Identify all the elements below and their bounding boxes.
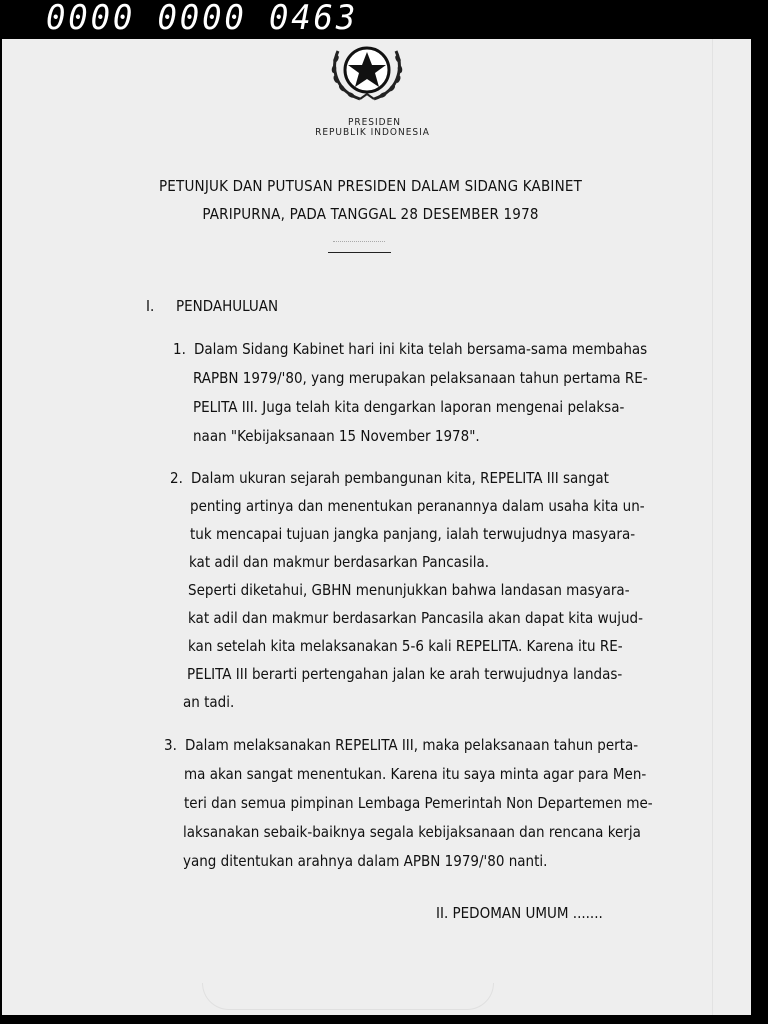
title-dotted-divider <box>333 241 385 242</box>
paragraph-line: teri dan semua pimpinan Lembaga Pemerintah Non Departemen me- <box>184 794 653 812</box>
section-number: I. <box>146 297 155 315</box>
paragraph-line: Dalam ukuran sejarah pembangunan kita, REPELITA III sangat <box>191 469 609 487</box>
section-title: PENDAHULUAN <box>176 297 279 315</box>
paragraph-line: Seperti diketahui, GBHN menunjukkan bahwa landasan masyara- <box>188 581 630 599</box>
document-page <box>2 39 751 1015</box>
list-item-number: 1. <box>173 340 186 358</box>
paragraph-line: RAPBN 1979/'80, yang merupakan pelaksanaan tahun pertama RE- <box>193 369 648 387</box>
paragraph-line: tuk mencapai tujuan jangka panjang, ialah terwujudnya masyara- <box>190 525 636 543</box>
document-title-line-1: PETUNJUK DAN PUTUSAN PRESIDEN DALAM SIDANG KABINET <box>158 177 583 195</box>
paragraph-line: Dalam Sidang Kabinet hari ini kita telah bersama-sama membahas <box>194 340 648 358</box>
paragraph-line: PELITA III. Juga telah kita dengarkan laporan mengenai pelaksa- <box>193 398 625 416</box>
paragraph-line: ma akan sangat menentukan. Karena itu saya minta agar para Men- <box>184 765 647 783</box>
section-heading <box>146 297 278 315</box>
paragraph-line: yang ditentukan arahnya dalam APBN 1979/'80 nanti. <box>183 852 548 870</box>
paragraph-line: an tadi. <box>183 693 235 711</box>
paragraph-line: Dalam melaksanakan REPELITA III, maka pelaksanaan tahun perta- <box>185 736 639 754</box>
paragraph-line: PELITA III berarti pertengahan jalan ke arah terwujudnya landas- <box>187 665 623 683</box>
paragraph-line: penting artinya dan menentukan peranannya dalam usaha kita un- <box>190 497 645 515</box>
continuation-note: II. PEDOMAN UMUM ....... <box>436 904 603 922</box>
letterhead-line-2: REPUBLIK INDONESIA <box>315 127 430 138</box>
paragraph-line: kat adil dan makmur berdasarkan Pancasila. <box>189 553 490 571</box>
garuda-star-emblem-icon <box>324 39 410 105</box>
paragraph-line: kat adil dan makmur berdasarkan Pancasila akan dapat kita wujud- <box>188 609 643 627</box>
title-underline-divider <box>328 252 391 253</box>
scan-artifact-arc <box>202 983 494 1010</box>
list-item-number: 2. <box>170 469 183 487</box>
paragraph-line: laksanakan sebaik-baiknya segala kebijaksanaan dan rencana kerja <box>183 823 641 841</box>
paragraph-line: naan "Kebijaksanaan 15 November 1978". <box>193 427 480 445</box>
list-item-number: 3. <box>164 736 177 754</box>
paragraph-line: kan setelah kita melaksanakan 5-6 kali REPELITA. Karena itu RE- <box>188 637 623 655</box>
document-title-line-2: PARIPURNA, PADA TANGGAL 28 DESEMBER 1978 <box>202 205 539 223</box>
letterhead-line-1: PRESIDEN <box>347 117 402 128</box>
film-frame-number: 0000 0000 0463 <box>46 0 359 38</box>
